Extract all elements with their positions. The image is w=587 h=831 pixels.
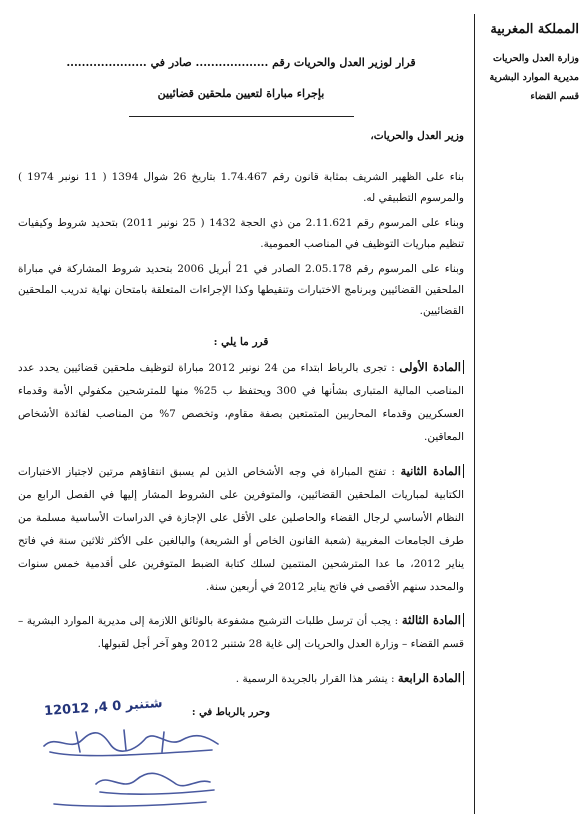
article-2-label: المادة الثانية (400, 464, 464, 478)
decides-heading: قرر ما يلي : (213, 336, 269, 348)
decree-subject: بإجراء مباراة لتعيين ملحقين قضائيين (157, 87, 325, 100)
preamble-paragraph-1: بناء على الظهير الشريف بمثابة قانون رقم 1.74.467 بتاريخ 26 شوال 1394 ( 11 نونبر 1974 ) والمرسوم التطبيقي له. (18, 171, 464, 204)
signature-block (40, 695, 270, 720)
article-4-text: : ينشر هذا القرار بالجريدة الرسمية . (235, 672, 395, 685)
title-divider (129, 116, 354, 117)
article-3-text: : يجب أن ترسل طلبات الترشيح مشفوعة بالوثائق اللازمة إلى مديرية الموارد البشرية – قسم القضاء – وزارة العدل والحريات إلى غاية 28 شتنبر 2012 وهو آخر أجل لقبولها. (18, 615, 464, 650)
handwritten-signature (36, 722, 226, 812)
document-body (18, 52, 464, 701)
article-2 (18, 460, 464, 599)
ministry-name: وزارة العدل والحريات (493, 53, 579, 64)
header-divider-line (474, 14, 475, 814)
made-in-label: وحرر بالرباط في : (191, 707, 270, 718)
decree-title: قرار لوزير العدل والحريات رقم ................... صادر في ..................... (66, 56, 416, 69)
date-stamp: 12012 ,4 0 شتنبر (43, 695, 164, 720)
ministry-header (479, 22, 579, 102)
article-1 (18, 356, 464, 449)
article-1-label: المادة الأولى (399, 360, 464, 374)
article-1-text: : تجرى بالرباط ابتداء من 24 نونبر 2012 مباراة لتوظيف ملحقين قضائيين يحدد عدد المناصب المالية المتبارى بشأنها في 300 ويحتفظ ب 25% منها للمترشحين مكفولي الأمة وقدماء العسكريين وقدماء المحاربين المتمتعين بصفة مقاوم، وتخصص 7% من المناصب لفائدة الأشخاص المعاقين. (18, 362, 464, 443)
article-4 (18, 667, 464, 691)
minister-heading: وزير العدل والحريات، (370, 130, 464, 142)
department-name: قسم القضاء (530, 91, 579, 102)
kingdom-name: المملكة المغربية (490, 22, 579, 37)
article-3 (18, 609, 464, 656)
article-3-label: المادة الثالثة (402, 613, 464, 627)
article-2-text: : تفتح المباراة في وجه الأشخاص الذين لم يسبق انتقاؤهم مرتين لاجتياز الاختبارات الكتابية لمباريات الملحقين القضائيين، والمتوفرين على الشروط المشار إليها في الفصل الرابع من النظام الأساسي لرجال القضاء والحاصلين على الأقل على الإجازة في الدراسات الأساسية مسلمة من طرف الجامعات المغربية (شعبة القانون الخاص أو الشريعة) والبالغين على الأكثر ثلاثين سنة في فاتح يناير 2012، ما عدا المترشحين المنتمين لسلك كتابة الضبط المتوفرين على أقدمية خمس سنوات والمحدد سنهم الأقصى في فاتح يناير 2012 في أربعين سنة. (18, 465, 465, 593)
directorate-name: مديرية الموارد البشرية (489, 72, 579, 83)
preamble-paragraph-3: وبناء على المرسوم رقم 2.05.178 الصادر في 21 أبريل 2006 بتحديد شروط المشاركة في مباراة الملحقين القضائيين وبرنامج الاختبارات وتنقيطها وكذا الإجراءات المتعلقة بامتحان نهاية تدريب الملحقين القضائيين. (18, 263, 465, 317)
preamble-paragraph-2: وبناء على المرسوم رقم 2.11.621 من ذي الحجة 1432 ( 25 نونبر 2011) بتحديد شروط وكيفيات تنظيم مباريات التوظيف في المناصب العمومية. (18, 217, 464, 250)
article-4-label: المادة الرابعة (398, 671, 464, 685)
